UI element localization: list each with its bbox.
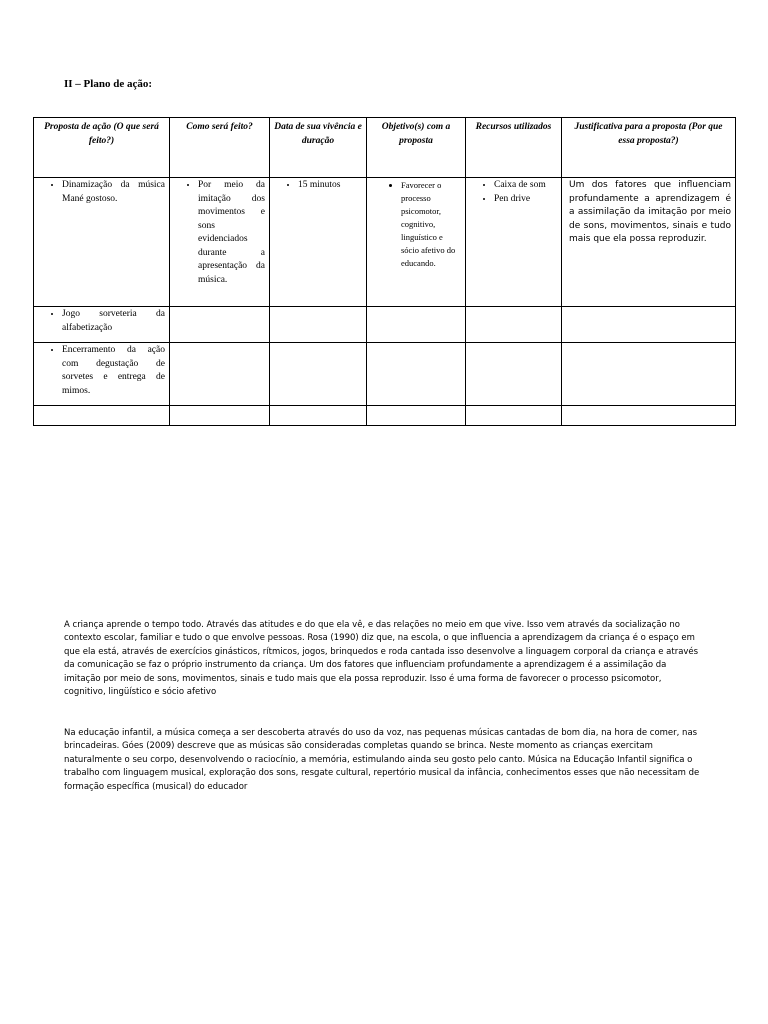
empty-cell — [367, 307, 466, 343]
list-item: • Por meio da imitação dos movimentos e sons evidenciados durante a apresentação da música. — [198, 179, 265, 287]
header-como: Como será feito? — [170, 118, 270, 178]
list-item: • 15 minutos — [298, 179, 362, 193]
list-item: • Favorecer o processo psicomotor, cognitivo, linguístico e sócio afetivo do educando. — [401, 179, 461, 270]
empty-cell — [466, 343, 562, 406]
empty-cell — [466, 406, 562, 426]
empty-cell — [170, 406, 270, 426]
cell-data — [270, 178, 367, 307]
empty-cell — [367, 343, 466, 406]
body-paragraph: Na educação infantil, a música começa a ser descoberta através do uso da voz, nas pequenas músicas cantadas de bom dia, na hora de comer, nas brincadeiras. Góes (2009) descreve que as músicas são consideradas completas quando se brinca. Neste momento as crianças exercitam naturalmente o seu corpo, desenvolvendo o raciocínio, a memória, estimulando ainda seu gosto pelo canto. Música na Educação Infantil significa o trabalho com linguagem musical, exploração dos sons, resgate cultural, repertório musical da infância, conhecimentos esses que não necessitam de formação específica (musical) do educador — [64, 728, 700, 792]
empty-cell — [466, 307, 562, 343]
action-plan-table — [33, 117, 736, 426]
header-data: Data de sua vivência e duração — [270, 118, 367, 178]
cell-justificativa — [562, 178, 736, 307]
cell-como — [170, 178, 270, 307]
list-item: • Dinamização da música Mané gostoso. — [62, 179, 165, 206]
empty-cell — [562, 343, 736, 406]
empty-cell — [270, 343, 367, 406]
empty-cell — [170, 307, 270, 343]
cell-proposta — [34, 343, 170, 406]
cell-proposta — [34, 178, 170, 307]
cell-recursos — [466, 178, 562, 307]
empty-cell — [562, 406, 736, 426]
empty-cell — [270, 307, 367, 343]
body-paragraph: A criança aprende o tempo todo. Através das atitudes e do que ela vê, e das relações no meio em que vive. Isso vem através da socialização no contexto escolar, familiar e tudo o que envolve pessoas. Rosa (1990) diz que, na escola, o que influencia a aprendizagem da criança é o espaço em que ela está, através de exercícios ginásticos, rítmicos, jogos, brinquedos e roda cantada isso desenvolve a linguagem corporal da criança e através da comunicação se faz o próprio instrumento da criança. Um dos fatores que influenciam profundamente a aprendizagem é a assimilação da imitação por meio de sons, movimentos, sinais e tudo mais que ela possa reproduzir. Isso é uma forma de favorecer o processo psicomotor, cognitivo, lingüístico e sócio afetivo — [64, 620, 699, 698]
list-item: • Pen drive — [494, 193, 557, 207]
header-objetivo: Objetivo(s) com a proposta — [367, 118, 466, 178]
table-row — [34, 406, 736, 426]
empty-cell — [562, 307, 736, 343]
empty-cell — [34, 406, 170, 426]
empty-cell — [270, 406, 367, 426]
section-heading: II – Plano de ação: — [64, 78, 152, 90]
header-recursos: Recursos utilizados — [466, 118, 562, 178]
cell-proposta — [34, 307, 170, 343]
list-item: • Encerramento da ação com degustação de sorvetes e entrega de mimos. — [62, 344, 165, 398]
justificativa-text: Um dos fatores que influenciam profundamente a aprendizagem é a assimilação da imitação por meio de sons, movimentos, sinais e tudo mais que ela possa reproduzir. — [569, 180, 731, 244]
cell-objetivo — [367, 178, 466, 307]
header-justificativa: Justificativa para a proposta (Por que essa proposta?) — [562, 118, 736, 178]
list-item: • Jogo sorveteria da alfabetização — [62, 308, 165, 335]
empty-cell — [367, 406, 466, 426]
empty-cell — [170, 343, 270, 406]
table-header-row — [34, 118, 736, 178]
table-row — [34, 307, 736, 343]
table-row — [34, 178, 736, 307]
header-proposta: Proposta de ação (O que será feito?) — [34, 118, 170, 178]
table-row — [34, 343, 736, 406]
list-item: • Caixa de som — [494, 179, 557, 193]
